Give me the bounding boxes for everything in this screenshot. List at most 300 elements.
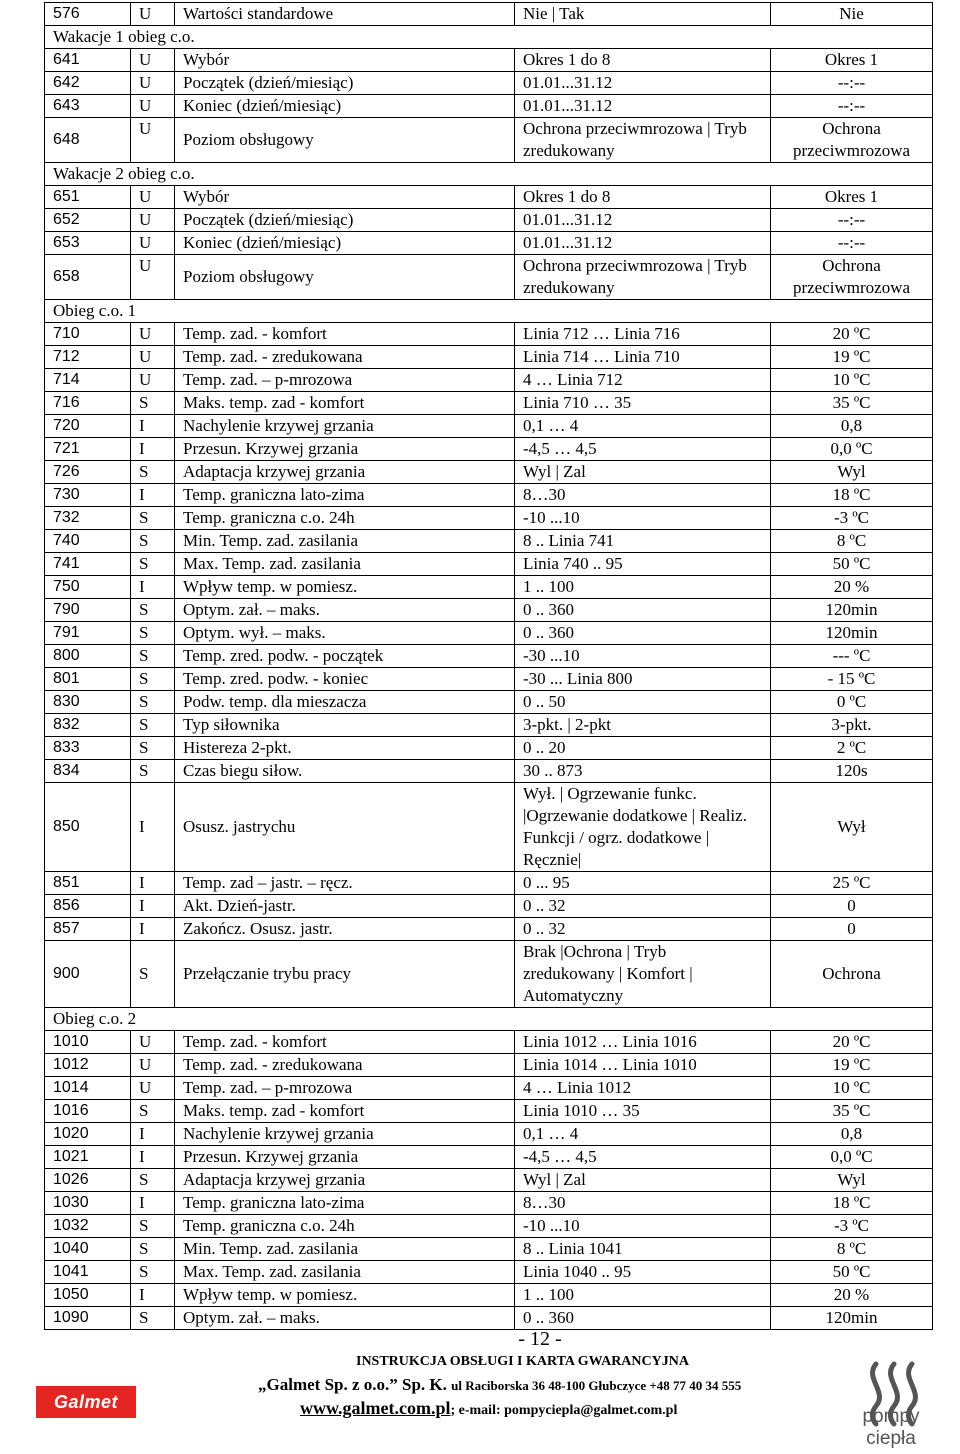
- parameter-default: 10 ºC: [771, 369, 933, 392]
- section-header-row: [45, 1008, 933, 1031]
- section-title: Wakacje 1 obieg c.o.: [45, 26, 933, 49]
- parameter-range: Okres 1 do 8: [515, 186, 771, 209]
- parameter-name: Zakończ. Osusz. jastr.: [175, 918, 515, 941]
- parameter-name: Nachylenie krzywej grzania: [175, 1123, 515, 1146]
- page-number: - 12 -: [518, 1328, 562, 1350]
- parameter-number: 653: [45, 232, 131, 255]
- parameter-range: Linia 740 .. 95: [515, 553, 771, 576]
- parameter-row: [45, 553, 933, 576]
- parameter-number: 1030: [45, 1192, 131, 1215]
- website-link[interactable]: www.galmet.com.pl: [300, 1398, 451, 1418]
- parameter-number: 1026: [45, 1169, 131, 1192]
- parameter-name: Początek (dzień/miesiąc): [175, 72, 515, 95]
- parameter-level: U: [131, 323, 175, 346]
- parameter-range: 0 .. 360: [515, 599, 771, 622]
- parameter-default: 8 ºC: [771, 530, 933, 553]
- parameter-name: Wybór: [175, 186, 515, 209]
- parameter-row: [45, 255, 933, 300]
- parameter-name: Wartości standardowe: [175, 3, 515, 26]
- parameter-number: 857: [45, 918, 131, 941]
- parameter-default: 120s: [771, 760, 933, 783]
- parameter-number: 730: [45, 484, 131, 507]
- parameter-default: 0 ºC: [771, 691, 933, 714]
- heat-pump-logo: [836, 1358, 946, 1454]
- heat-pump-logo-text: pompy ciepła: [862, 1406, 920, 1449]
- parameters-table: [44, 2, 933, 1330]
- parameter-row: [45, 1284, 933, 1307]
- parameter-name: Max. Temp. zad. zasilania: [175, 553, 515, 576]
- parameter-range: -30 ...10: [515, 645, 771, 668]
- page-footer: [0, 1328, 960, 1454]
- parameter-number: 721: [45, 438, 131, 461]
- parameter-default: 0,0 ºC: [771, 1146, 933, 1169]
- parameter-row: [45, 1123, 933, 1146]
- parameter-level: S: [131, 553, 175, 576]
- parameter-default: -3 ºC: [771, 1215, 933, 1238]
- parameter-number: 1090: [45, 1307, 131, 1330]
- parameter-number: 714: [45, 369, 131, 392]
- parameter-row: [45, 95, 933, 118]
- parameter-level: S: [131, 668, 175, 691]
- parameter-range: Linia 710 … 35: [515, 392, 771, 415]
- parameter-default: 8 ºC: [771, 1238, 933, 1261]
- parameter-number: 851: [45, 872, 131, 895]
- parameter-range: Linia 712 … Linia 716: [515, 323, 771, 346]
- parameter-name: Temp. zad. - komfort: [175, 1031, 515, 1054]
- parameter-name: Wpływ temp. w pomiesz.: [175, 576, 515, 599]
- parameter-default: 35 ºC: [771, 392, 933, 415]
- section-title: Obieg c.o. 1: [45, 300, 933, 323]
- parameter-level: U: [131, 255, 175, 300]
- parameter-number: 800: [45, 645, 131, 668]
- parameter-row: [45, 530, 933, 553]
- parameter-row: [45, 1077, 933, 1100]
- parameter-row: [45, 72, 933, 95]
- parameter-range: Wyl | Zal: [515, 461, 771, 484]
- parameter-range: 01.01...31.12: [515, 72, 771, 95]
- parameter-name: Optym. zał. – maks.: [175, 599, 515, 622]
- parameter-level: I: [131, 783, 175, 872]
- parameter-range: 8…30: [515, 484, 771, 507]
- parameter-level: S: [131, 760, 175, 783]
- parameter-name: Przełączanie trybu pracy: [175, 941, 515, 1008]
- parameter-row: [45, 622, 933, 645]
- parameter-default: -3 ºC: [771, 507, 933, 530]
- parameter-row: [45, 668, 933, 691]
- parameter-level: U: [131, 209, 175, 232]
- parameter-range: 1 .. 100: [515, 1284, 771, 1307]
- parameter-name: Optym. zał. – maks.: [175, 1307, 515, 1330]
- footer-contact: [300, 1398, 677, 1419]
- parameter-row: [45, 415, 933, 438]
- parameter-row: [45, 346, 933, 369]
- parameter-number: 658: [45, 255, 131, 300]
- parameter-range: Nie | Tak: [515, 3, 771, 26]
- parameter-name: Podw. temp. dla mieszacza: [175, 691, 515, 714]
- parameter-name: Max. Temp. zad. zasilania: [175, 1261, 515, 1284]
- parameter-default: --:--: [771, 209, 933, 232]
- parameter-number: 1014: [45, 1077, 131, 1100]
- parameter-level: S: [131, 1238, 175, 1261]
- parameter-name: Osusz. jastrychu: [175, 783, 515, 872]
- parameter-name: Typ siłownika: [175, 714, 515, 737]
- parameter-default: 20 %: [771, 576, 933, 599]
- parameter-range: 0 .. 20: [515, 737, 771, 760]
- parameter-row: [45, 1054, 933, 1077]
- parameter-default: Ochrona przeciwmrozowa: [771, 118, 933, 163]
- parameter-row: [45, 1192, 933, 1215]
- parameter-default: 18 ºC: [771, 484, 933, 507]
- parameter-level: I: [131, 872, 175, 895]
- parameter-range: Wyl | Zal: [515, 1169, 771, 1192]
- parameter-number: 641: [45, 49, 131, 72]
- parameter-range: Wył. | Ogrzewanie funkc. |Ogrzewanie dodatkowe | Realiz. Funkcji / ogrz. dodatkowe | Ręcznie|: [515, 783, 771, 872]
- parameter-name: Wybór: [175, 49, 515, 72]
- parameter-default: 10 ºC: [771, 1077, 933, 1100]
- section-title: Obieg c.o. 2: [45, 1008, 933, 1031]
- parameter-number: 720: [45, 415, 131, 438]
- parameter-default: - 15 ºC: [771, 668, 933, 691]
- parameter-level: U: [131, 72, 175, 95]
- parameter-number: 648: [45, 118, 131, 163]
- parameter-name: Maks. temp. zad - komfort: [175, 1100, 515, 1123]
- parameter-name: Temp. graniczna c.o. 24h: [175, 1215, 515, 1238]
- parameter-default: 0,8: [771, 1123, 933, 1146]
- parameter-number: 856: [45, 895, 131, 918]
- parameter-name: Początek (dzień/miesiąc): [175, 209, 515, 232]
- parameter-number: 834: [45, 760, 131, 783]
- parameter-range: 1 .. 100: [515, 576, 771, 599]
- parameter-default: --:--: [771, 95, 933, 118]
- parameter-row: [45, 1169, 933, 1192]
- parameter-row: [45, 323, 933, 346]
- parameter-range: Linia 714 … Linia 710: [515, 346, 771, 369]
- parameter-range: Ochrona przeciwmrozowa | Tryb zredukowany: [515, 118, 771, 163]
- parameter-number: 1041: [45, 1261, 131, 1284]
- parameter-row: [45, 392, 933, 415]
- footer-title: INSTRUKCJA OBSŁUGI I KARTA GWARANCYJNA: [356, 1354, 689, 1369]
- parameter-name: Temp. zad. - zredukowana: [175, 1054, 515, 1077]
- parameter-row: [45, 895, 933, 918]
- parameter-row: [45, 461, 933, 484]
- parameter-name: Adaptacja krzywej grzania: [175, 1169, 515, 1192]
- parameter-level: S: [131, 1215, 175, 1238]
- parameter-level: S: [131, 392, 175, 415]
- parameter-default: Ochrona przeciwmrozowa: [771, 255, 933, 300]
- parameter-default: 120min: [771, 1307, 933, 1330]
- parameter-name: Temp. graniczna lato-zima: [175, 1192, 515, 1215]
- parameter-default: Ochrona: [771, 941, 933, 1008]
- parameter-row: [45, 1215, 933, 1238]
- parameter-range: 0 .. 360: [515, 622, 771, 645]
- parameter-row: [45, 1031, 933, 1054]
- parameter-range: 01.01...31.12: [515, 95, 771, 118]
- parameter-number: 790: [45, 599, 131, 622]
- parameter-range: 30 .. 873: [515, 760, 771, 783]
- parameter-row: [45, 737, 933, 760]
- parameter-level: S: [131, 714, 175, 737]
- parameter-row: [45, 118, 933, 163]
- parameter-default: Wył: [771, 783, 933, 872]
- parameter-row: [45, 576, 933, 599]
- parameter-row: [45, 918, 933, 941]
- parameter-number: 833: [45, 737, 131, 760]
- parameter-row: [45, 691, 933, 714]
- parameter-range: 0 .. 360: [515, 1307, 771, 1330]
- parameter-name: Temp. zad. – p-mrozowa: [175, 1077, 515, 1100]
- parameter-range: -4,5 … 4,5: [515, 1146, 771, 1169]
- parameter-row: [45, 1238, 933, 1261]
- parameter-level: U: [131, 49, 175, 72]
- parameter-name: Optym. wył. – maks.: [175, 622, 515, 645]
- parameter-number: 716: [45, 392, 131, 415]
- parameter-name: Temp. graniczna c.o. 24h: [175, 507, 515, 530]
- parameter-number: 850: [45, 783, 131, 872]
- parameter-range: 4 … Linia 1012: [515, 1077, 771, 1100]
- parameter-range: 0,1 … 4: [515, 415, 771, 438]
- parameter-number: 1021: [45, 1146, 131, 1169]
- parameter-row: [45, 49, 933, 72]
- parameter-number: 1016: [45, 1100, 131, 1123]
- parameter-name: Poziom obsługowy: [175, 255, 515, 300]
- parameter-range: 0 .. 32: [515, 895, 771, 918]
- parameter-level: U: [131, 3, 175, 26]
- parameter-number: 740: [45, 530, 131, 553]
- parameter-level: S: [131, 461, 175, 484]
- parameter-name: Temp. zad. – p-mrozowa: [175, 369, 515, 392]
- parameter-name: Wpływ temp. w pomiesz.: [175, 1284, 515, 1307]
- parameter-level: I: [131, 1192, 175, 1215]
- parameter-level: U: [131, 346, 175, 369]
- parameter-range: Brak |Ochrona | Tryb zredukowany | Komfort | Automatyczny: [515, 941, 771, 1008]
- parameter-range: Linia 1014 … Linia 1010: [515, 1054, 771, 1077]
- parameter-number: 651: [45, 186, 131, 209]
- parameter-default: 120min: [771, 622, 933, 645]
- parameter-number: 643: [45, 95, 131, 118]
- parameter-row: [45, 3, 933, 26]
- parameter-default: 20 ºC: [771, 323, 933, 346]
- parameter-default: 50 ºC: [771, 553, 933, 576]
- parameter-number: 652: [45, 209, 131, 232]
- parameter-range: -30 ... Linia 800: [515, 668, 771, 691]
- parameter-range: 8…30: [515, 1192, 771, 1215]
- parameter-number: 576: [45, 3, 131, 26]
- parameter-range: -10 ...10: [515, 1215, 771, 1238]
- parameter-name: Temp. zad. - komfort: [175, 323, 515, 346]
- parameter-default: 120min: [771, 599, 933, 622]
- parameter-name: Temp. zad – jastr. – ręcz.: [175, 872, 515, 895]
- parameter-level: I: [131, 1123, 175, 1146]
- parameter-default: 25 ºC: [771, 872, 933, 895]
- parameter-default: 50 ºC: [771, 1261, 933, 1284]
- parameter-level: I: [131, 1284, 175, 1307]
- parameter-number: 1050: [45, 1284, 131, 1307]
- parameter-default: 35 ºC: [771, 1100, 933, 1123]
- parameter-range: 0,1 … 4: [515, 1123, 771, 1146]
- parameter-number: 1010: [45, 1031, 131, 1054]
- parameter-row: [45, 438, 933, 461]
- parameter-row: [45, 783, 933, 872]
- parameter-range: 01.01...31.12: [515, 209, 771, 232]
- parameter-level: U: [131, 95, 175, 118]
- parameter-default: 20 %: [771, 1284, 933, 1307]
- parameter-number: 712: [45, 346, 131, 369]
- parameter-level: U: [131, 369, 175, 392]
- parameter-default: Wyl: [771, 1169, 933, 1192]
- parameter-level: S: [131, 737, 175, 760]
- parameter-name: Poziom obsługowy: [175, 118, 515, 163]
- parameter-name: Temp. zad. - zredukowana: [175, 346, 515, 369]
- parameter-level: I: [131, 1146, 175, 1169]
- parameter-range: Okres 1 do 8: [515, 49, 771, 72]
- parameter-range: 01.01...31.12: [515, 232, 771, 255]
- parameter-default: Nie: [771, 3, 933, 26]
- parameter-range: Linia 1012 … Linia 1016: [515, 1031, 771, 1054]
- parameter-row: [45, 209, 933, 232]
- parameter-level: U: [131, 1054, 175, 1077]
- parameter-level: U: [131, 1031, 175, 1054]
- parameter-default: --:--: [771, 232, 933, 255]
- parameter-name: Temp. zred. podw. - koniec: [175, 668, 515, 691]
- parameter-default: 0,0 ºC: [771, 438, 933, 461]
- parameter-name: Maks. temp. zad - komfort: [175, 392, 515, 415]
- parameter-range: 3-pkt. | 2-pkt: [515, 714, 771, 737]
- parameter-range: -4,5 … 4,5: [515, 438, 771, 461]
- parameter-row: [45, 369, 933, 392]
- parameter-row: [45, 232, 933, 255]
- parameter-row: [45, 186, 933, 209]
- parameter-row: [45, 872, 933, 895]
- parameter-row: [45, 1307, 933, 1330]
- parameter-name: Min. Temp. zad. zasilania: [175, 530, 515, 553]
- section-header-row: [45, 26, 933, 49]
- parameter-name: Czas biegu siłow.: [175, 760, 515, 783]
- parameter-level: S: [131, 530, 175, 553]
- parameter-default: --- ºC: [771, 645, 933, 668]
- parameter-range: 0 .. 32: [515, 918, 771, 941]
- parameter-level: U: [131, 186, 175, 209]
- parameter-number: 1040: [45, 1238, 131, 1261]
- parameter-range: 8 .. Linia 1041: [515, 1238, 771, 1261]
- parameter-level: I: [131, 438, 175, 461]
- parameter-number: 791: [45, 622, 131, 645]
- section-header-row: [45, 300, 933, 323]
- parameter-number: 710: [45, 323, 131, 346]
- parameter-number: 1012: [45, 1054, 131, 1077]
- parameter-default: 0,8: [771, 415, 933, 438]
- parameter-level: S: [131, 599, 175, 622]
- galmet-logo: Galmet: [36, 1386, 136, 1418]
- parameter-name: Przesun. Krzywej grzania: [175, 1146, 515, 1169]
- parameter-range: 4 … Linia 712: [515, 369, 771, 392]
- parameter-level: S: [131, 622, 175, 645]
- parameter-range: 0 ... 95: [515, 872, 771, 895]
- section-title: Wakacje 2 obieg c.o.: [45, 163, 933, 186]
- parameter-default: 19 ºC: [771, 346, 933, 369]
- parameter-row: [45, 599, 933, 622]
- parameter-default: 0: [771, 895, 933, 918]
- parameter-default: 2 ºC: [771, 737, 933, 760]
- parameter-default: Okres 1: [771, 49, 933, 72]
- parameter-name: Koniec (dzień/miesiąc): [175, 95, 515, 118]
- parameter-number: 900: [45, 941, 131, 1008]
- parameter-range: Linia 1040 .. 95: [515, 1261, 771, 1284]
- parameter-level: S: [131, 1261, 175, 1284]
- parameter-name: Koniec (dzień/miesiąc): [175, 232, 515, 255]
- parameter-level: I: [131, 576, 175, 599]
- parameter-row: [45, 484, 933, 507]
- parameter-number: 1020: [45, 1123, 131, 1146]
- parameter-number: 801: [45, 668, 131, 691]
- parameter-number: 1032: [45, 1215, 131, 1238]
- parameter-level: S: [131, 691, 175, 714]
- parameter-name: Temp. graniczna lato-zima: [175, 484, 515, 507]
- parameter-number: 642: [45, 72, 131, 95]
- parameter-level: S: [131, 941, 175, 1008]
- parameter-level: U: [131, 1077, 175, 1100]
- parameter-range: Linia 1010 … 35: [515, 1100, 771, 1123]
- parameter-row: [45, 760, 933, 783]
- parameter-default: Wyl: [771, 461, 933, 484]
- parameter-level: U: [131, 232, 175, 255]
- parameter-range: 0 .. 50: [515, 691, 771, 714]
- parameter-default: 0: [771, 918, 933, 941]
- parameter-level: S: [131, 1307, 175, 1330]
- company-address: ul Raciborska 36 48-100 Głubczyce +48 77 40 34 555: [451, 1378, 742, 1393]
- parameter-level: S: [131, 645, 175, 668]
- parameter-row: [45, 1261, 933, 1284]
- parameter-range: Ochrona przeciwmrozowa | Tryb zredukowany: [515, 255, 771, 300]
- parameter-level: I: [131, 415, 175, 438]
- footer-company: [258, 1375, 741, 1395]
- parameter-default: Okres 1: [771, 186, 933, 209]
- parameter-name: Nachylenie krzywej grzania: [175, 415, 515, 438]
- parameter-row: [45, 1100, 933, 1123]
- parameter-level: S: [131, 1100, 175, 1123]
- parameter-number: 726: [45, 461, 131, 484]
- parameter-row: [45, 941, 933, 1008]
- parameter-level: I: [131, 484, 175, 507]
- parameter-default: 18 ºC: [771, 1192, 933, 1215]
- parameter-level: I: [131, 918, 175, 941]
- parameter-row: [45, 714, 933, 737]
- parameter-name: Temp. zred. podw. - początek: [175, 645, 515, 668]
- section-header-row: [45, 163, 933, 186]
- parameter-default: --:--: [771, 72, 933, 95]
- parameter-number: 832: [45, 714, 131, 737]
- parameter-name: Akt. Dzień-jastr.: [175, 895, 515, 918]
- parameter-default: 3-pkt.: [771, 714, 933, 737]
- parameter-row: [45, 507, 933, 530]
- parameter-number: 830: [45, 691, 131, 714]
- parameter-number: 732: [45, 507, 131, 530]
- parameter-number: 741: [45, 553, 131, 576]
- company-name: „Galmet Sp. z o.o.” Sp. K.: [258, 1375, 447, 1394]
- parameter-level: S: [131, 1169, 175, 1192]
- parameter-name: Histereza 2-pkt.: [175, 737, 515, 760]
- parameter-name: Min. Temp. zad. zasilania: [175, 1238, 515, 1261]
- parameter-number: 750: [45, 576, 131, 599]
- parameter-row: [45, 645, 933, 668]
- email-text: ; e-mail: pompyciepla@galmet.com.pl: [450, 1403, 678, 1418]
- parameter-name: Przesun. Krzywej grzania: [175, 438, 515, 461]
- parameter-level: U: [131, 118, 175, 163]
- parameter-row: [45, 1146, 933, 1169]
- parameter-level: S: [131, 507, 175, 530]
- parameter-range: 8 .. Linia 741: [515, 530, 771, 553]
- parameter-range: -10 ...10: [515, 507, 771, 530]
- parameter-name: Adaptacja krzywej grzania: [175, 461, 515, 484]
